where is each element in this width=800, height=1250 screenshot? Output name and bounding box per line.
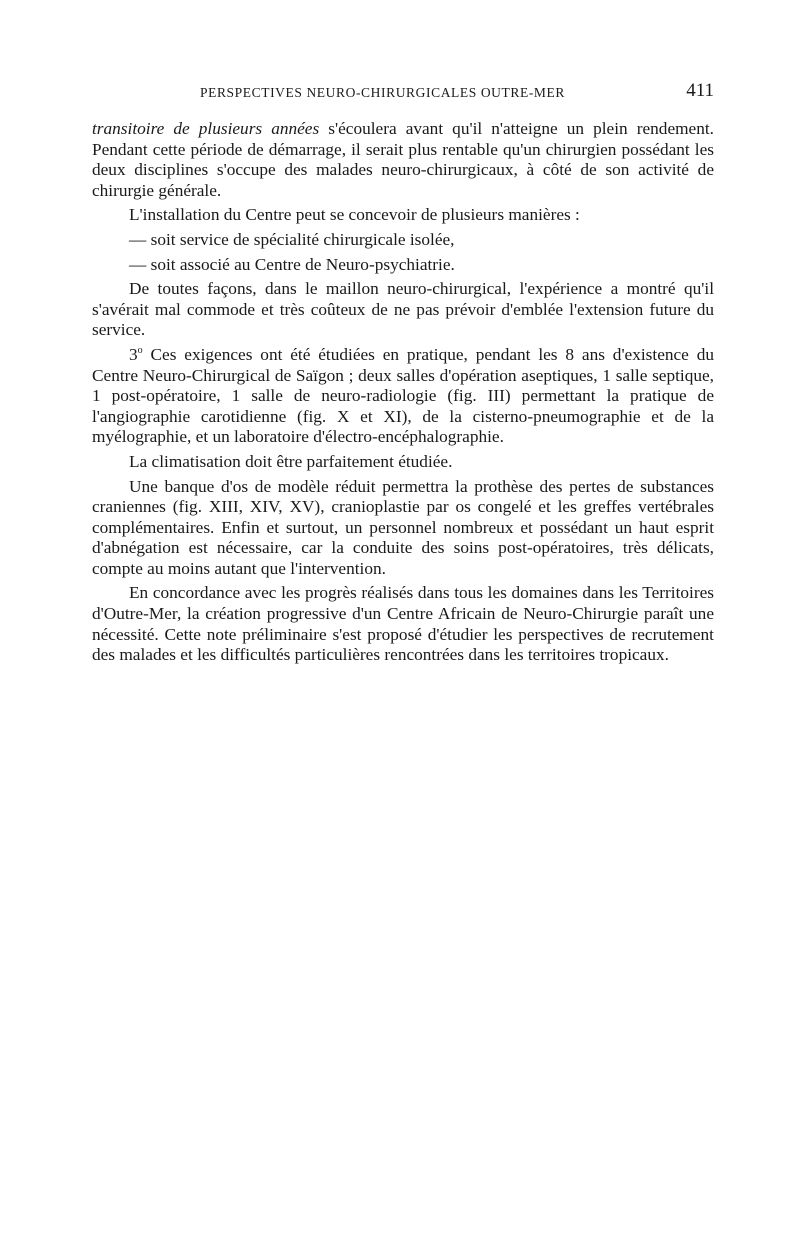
list-item-dash-1: — soit service de spécialité chirurgicale isolée, [129,229,455,249]
paragraph-1-text: s'écoulera avant qu'il n'atteigne un plein rendement. Pendant cette période de démarrage, il serait plus rentable qu'un chirurgien possédant les deux disciplines s'occupe des malades neuro-chirurgicaux, à côté de son activité de chirurgie générale. [92,119,714,200]
paragraph-1 [92,119,714,201]
page-number: 411 [686,80,714,101]
paragraph-4-number: 3 [129,344,138,364]
paragraph-2: L'installation du Centre peut se concevoir de plusieurs manières : [129,205,580,225]
running-head [92,80,714,106]
paragraph-5: La climatisation doit être parfaitement étudiée. [129,451,453,471]
paragraph-6: Une banque d'os de modèle réduit permettra la prothèse des pertes de substances craniennes (fig. XIII, XIV, XV), cranioplastie par os congelé et les greffes vertébrales complémentaires. Enfin et surtout, un personnel nombreux et possédant un haut esprit d'abnégation est nécessaire, car la conduite des soins post-opératoires, très délicats, compte au moins autant que l'intervention. [92,476,714,578]
running-title: PERSPECTIVES NEURO-CHIRURGICALES OUTRE-MER [200,85,565,100]
paragraph-4 [92,345,714,448]
list-item-dash-2: — soit associé au Centre de Neuro-psychiatrie. [129,254,455,274]
paragraph-7: En concordance avec les progrès réalisés dans tous les domaines dans les Territoires d'Outre-Mer, la création progressive d'un Centre Africain de Neuro-Chirurgie paraît une nécessité. Cette note préliminaire s'est proposé d'étudier les perspectives de recrutement des malades et les difficultés particulières rencontrées dans les territoires tropicaux. [92,583,714,665]
paragraph-3: De toutes façons, dans le maillon neuro-chirurgical, l'expérience a montré qu'il s'avérait mal commode et très coûteux de ne pas prévoir d'emblée l'extension future du service. [92,279,714,340]
body-text [92,119,714,670]
paragraph-4-text: Ces exigences ont été étudiées en pratique, pendant les 8 ans d'existence du Centre Neuro-Chirurgical de Saïgon ; deux salles d'opération aseptiques, 1 salle septique, 1 post-opératoire, 1 salle de neuro-radiologie (fig. III) permettant la pratique de l'angiographie carotidienne (fig. X et XI), de la cisterno-pneumographie et de la myélographie, et un laboratoire d'électro-encéphalographie. [92,344,714,447]
paragraph-4-ordinal: o [137,345,143,357]
paragraph-1-italic-lead: transitoire de plusieurs années [92,119,320,138]
